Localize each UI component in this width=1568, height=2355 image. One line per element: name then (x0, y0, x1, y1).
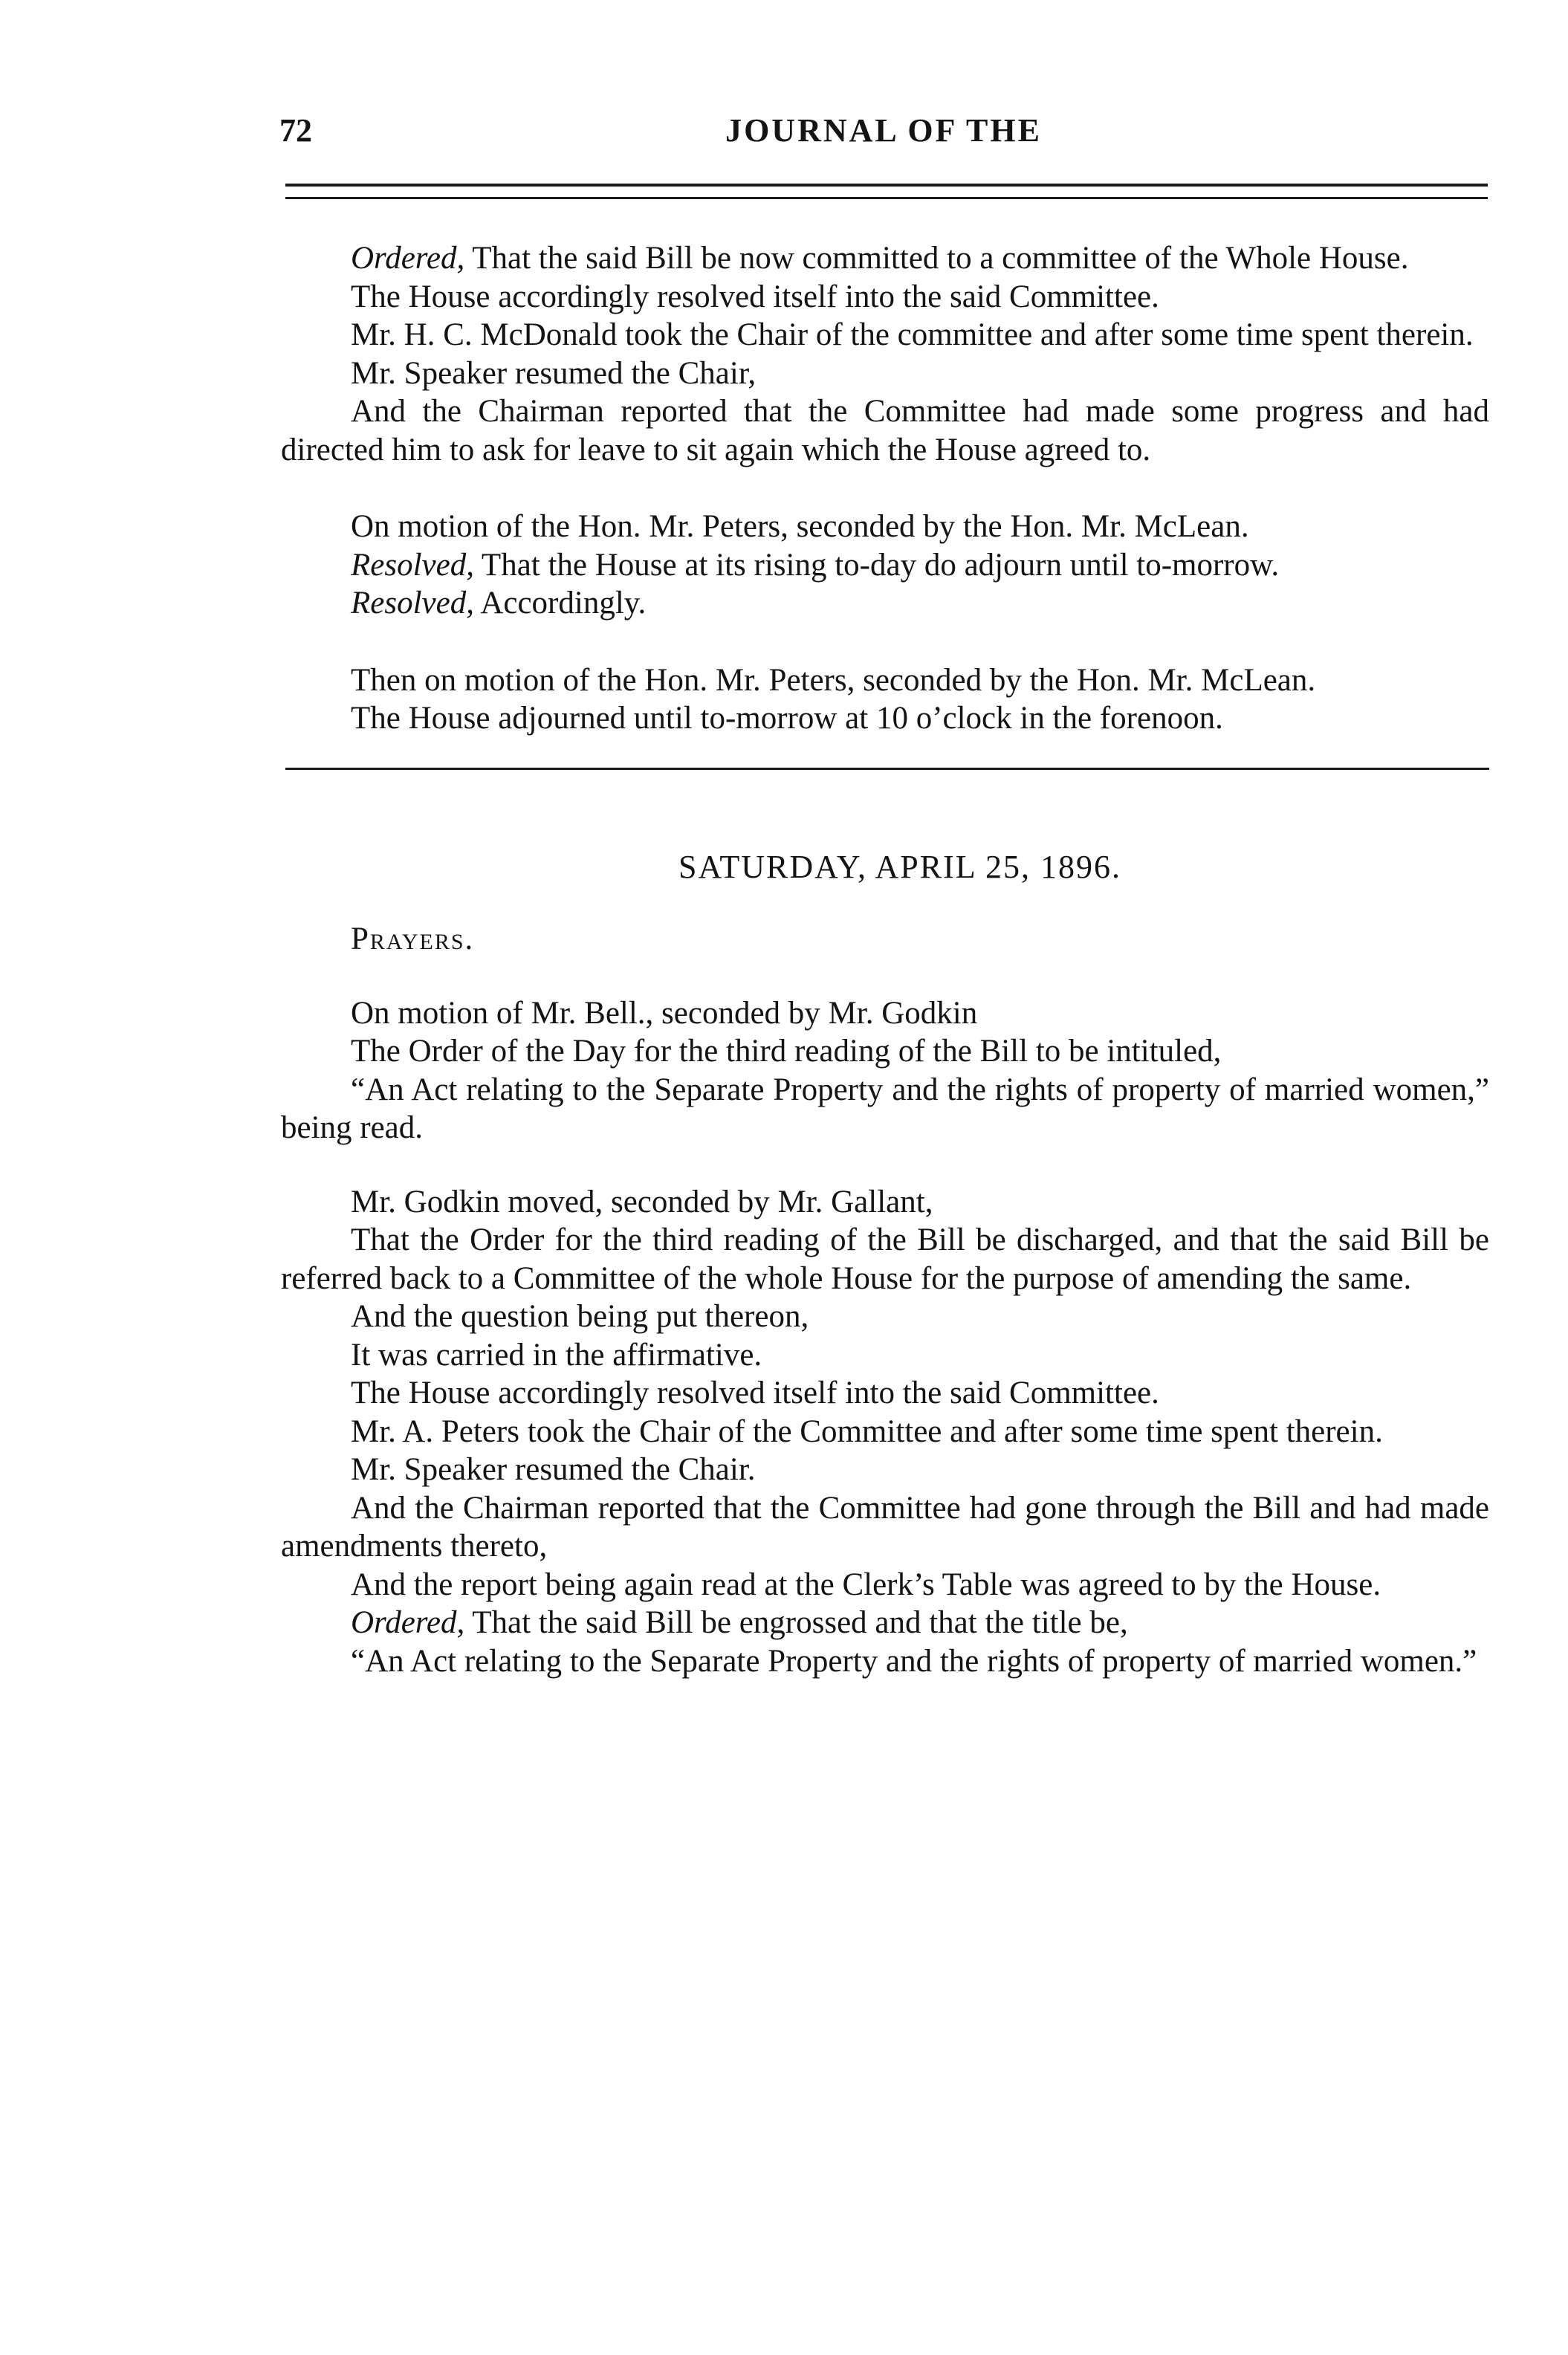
paragraph-question-put: And the question being put thereon, (351, 1299, 809, 1334)
resolved-lead: Resolved, (351, 547, 474, 583)
paragraph-act-title: “An Act relating to the Separate Property and the rights of property of married women,” being read. (281, 1072, 1489, 1145)
paragraph-motion-peters: On motion of the Hon. Mr. Peters, seconded by the Hon. Mr. McLean. (351, 509, 1249, 544)
paragraph-resolved-adjourn (281, 546, 1489, 585)
paragraph-mcdonald-chair: Mr. H. C. McDonald took the Chair of the committee and after some time spent therein. (351, 317, 1474, 352)
spacer (281, 1147, 1489, 1183)
spacer (281, 469, 1489, 508)
resolved-text: Accordingly. (473, 586, 647, 621)
running-head: JOURNAL OF THE (725, 112, 1042, 149)
ordered-lead: Ordered, (351, 241, 465, 276)
paragraph-speaker-resumed-2: Mr. Speaker resumed the Chair. (351, 1452, 756, 1487)
paragraph-house-resolved-2: The House accordingly resolved itself into the said Committee. (351, 1376, 1159, 1410)
paragraph-peters-chair: Mr. A. Peters took the Chair of the Committee and after some time spent therein. (351, 1413, 1383, 1449)
spacer (281, 959, 1489, 994)
page-number: 72 (279, 112, 312, 149)
spacer (281, 623, 1489, 661)
paragraph-house-resolved: The House accordingly resolved itself into the said Committee. (351, 279, 1159, 314)
page-header (279, 111, 1488, 163)
paragraph-motion-bell: On motion of Mr. Bell., seconded by Mr. Godkin (351, 995, 978, 1031)
paragraph-godkin-moved: Mr. Godkin moved, seconded by Mr. Gallant, (351, 1184, 933, 1219)
section-separator-rule (285, 768, 1489, 770)
header-double-rule (285, 184, 1488, 199)
resolved-text: That the House at its rising to-day do adjourn until to-morrow. (473, 547, 1280, 583)
paragraph-chairman-reported: And the Chairman reported that the Committee had made some progress and had directed him to ask for leave to sit again which the House agreed to. (281, 394, 1489, 467)
paragraph-then-on-motion: Then on motion of the Hon. Mr. Peters, seconded by the Hon. Mr. McLean. (351, 662, 1316, 698)
paragraph-speaker-resumed: Mr. Speaker resumed the Chair, (351, 355, 757, 391)
paragraph-order-discharged: That the Order for the third reading of the Bill be discharged, and that the said Bill be referred back to a Committee of the whole House for the purpose of amending the same. (281, 1222, 1489, 1296)
ordered-lead: Ordered, (351, 1605, 465, 1640)
paragraph-carried-affirmative: It was carried in the affirmative. (351, 1337, 762, 1373)
paragraph-chairman-amendments: And the Chairman reported that the Committee had gone through the Bill and had made amendments thereto, (281, 1490, 1489, 1564)
paragraph-house-adjourned: The House adjourned until to-morrow at 10 o’clock in the forenoon. (351, 701, 1223, 736)
paragraph-resolved-accordingly (281, 584, 1489, 623)
resolved-lead: Resolved, (351, 586, 474, 621)
paragraph-ordered-committed (281, 239, 1489, 278)
date-heading: SATURDAY, APRIL 25, 1896. (678, 848, 1122, 885)
paragraph-act-title-final: “An Act relating to the Separate Property and the rights of property of married women.” (351, 1643, 1477, 1679)
page-body (281, 239, 1489, 1680)
paragraph-ordered-engrossed (281, 1604, 1489, 1642)
ordered-text: That the said Bill be engrossed and that the title be, (464, 1605, 1128, 1640)
ordered-text: That the said Bill be now committed to a committee of the Whole House. (464, 241, 1409, 276)
paragraph-order-of-day: The Order of the Day for the third reading of the Bill to be intituled, (351, 1034, 1222, 1069)
paragraph-report-agreed: And the report being again read at the Clerk’s Table was agreed to by the House. (351, 1567, 1381, 1602)
prayers-heading: Prayers. (351, 921, 475, 956)
